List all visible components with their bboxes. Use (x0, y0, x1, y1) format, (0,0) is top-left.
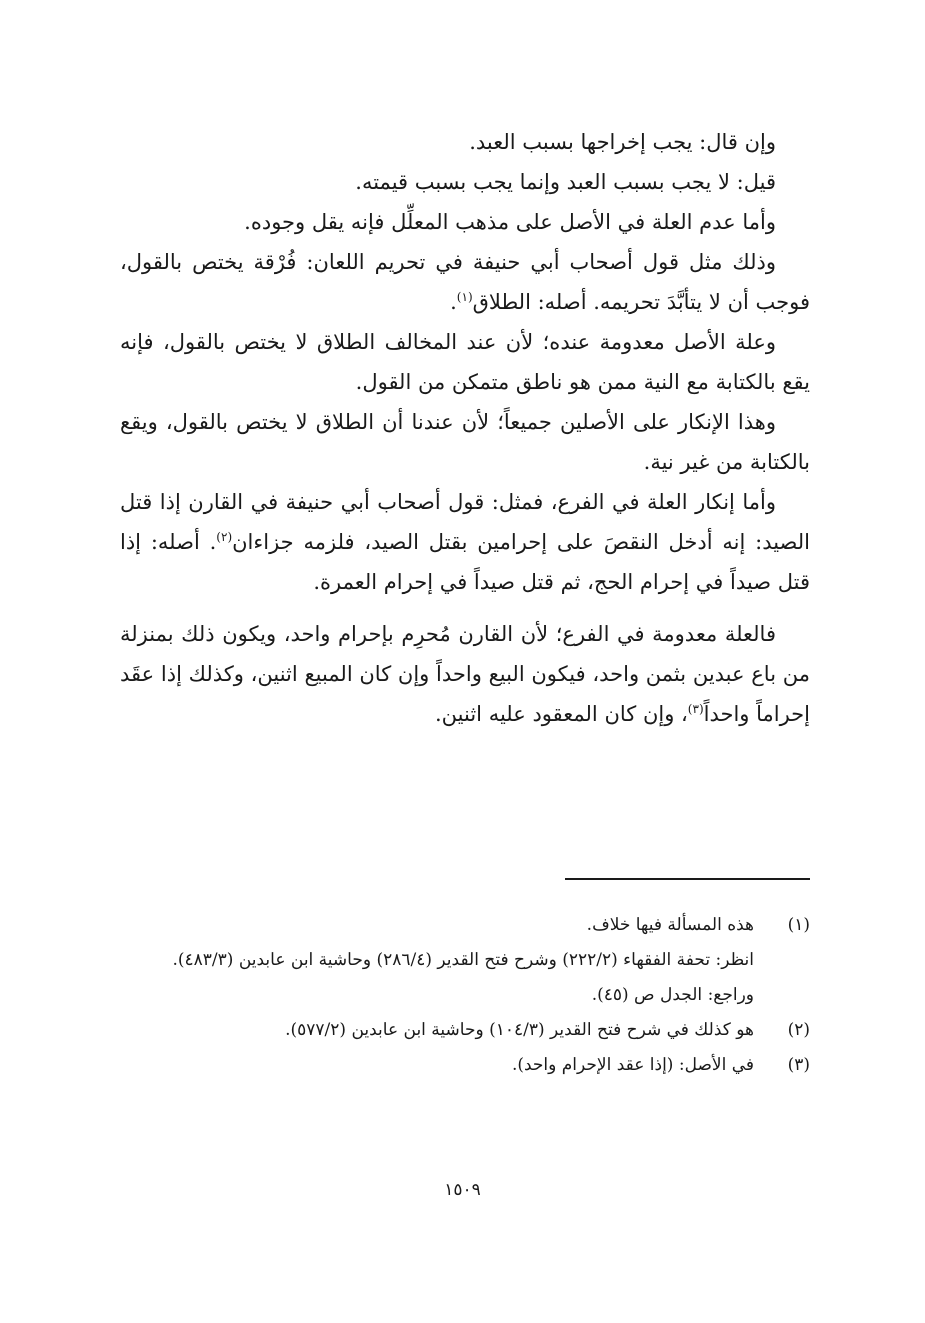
footnote-number: (١) (787, 915, 810, 935)
footnote-ref-3[interactable]: (٣) (687, 702, 704, 716)
footnote-number: (٣) (787, 1055, 810, 1075)
page-number: ١٥٠٩ (444, 1180, 481, 1200)
footnotes (120, 908, 810, 1083)
footnote-2 (120, 1013, 810, 1048)
footnote-number: (٢) (787, 1020, 810, 1040)
footnote-3 (120, 1048, 810, 1083)
paragraph-7: وأما إنكار العلة في الفرع، فمثل: قول أصحاب أبي حنيفة في القارن إذا قتل الصيد: إنه أدخل النقصَ على إحرامين بقتل الصيد، فلزمه جزاءان$^{(٢)}$. أصله: إذا قتل صيداً في إحرام الحج، ثم قتل صيداً في إحرام العمرة. (120, 490, 811, 594)
paragraph-6: وهذا الإنكار على الأصلين جميعاً؛ لأن عندنا أن الطلاق لا يختص بالقول، ويقع بالكتابة من غير نية. (120, 410, 810, 474)
footnote-1 (120, 908, 810, 1013)
paragraph-3: وأما عدم العلة في الأصل على مذهب المعلِّل فإنه يقل وجوده. (244, 210, 776, 234)
footnote-ref-1[interactable]: (١) (456, 290, 473, 304)
paragraph-8: فالعلة معدومة في الفرع؛ لأن القارن مُحرِم بإحرام واحد، ويكون ذلك بمنزلة من باع عبدين بثمن واحد، فيكون البيع واحداً وإن كان المبيع اثنين، وكذلك إذا عقَد إحراماً واحداً$^{(٣)}$، وإن كان المعقود عليه اثنين. (120, 622, 810, 726)
footnote-line: في الأصل: (إذا عقد الإحرام واحد). (511, 1055, 754, 1075)
paragraph-2: قيل: لا يجب بسبب العبد وإنما يجب بسبب قيمته. (355, 170, 776, 194)
paragraph-1: وإن قال: يجب إخراجها بسبب العبد. (469, 130, 776, 154)
footnote-line: هو كذلك في شرح فتح القدير (١٠٤/٣) وحاشية ابن عابدين (٥٧٧/٢). (285, 1020, 754, 1040)
footnote-divider (565, 878, 810, 880)
paragraph-5: وعلة الأصل معدومة عنده؛ لأن عند المخالف الطلاق لا يختص بالقول، فإنه يقع بالكتابة مع النية ممن هو ناطق متمكن من القول. (120, 330, 810, 394)
footnote-ref-2[interactable]: (٢) (216, 530, 233, 544)
main-text (120, 122, 810, 734)
footnote-line: وراجع: الجدل ص (٤٥). (591, 985, 754, 1005)
footnote-line: انظر: تحفة الفقهاء (٢٢٢/٢) وشرح فتح القدير (٢٨٦/٤) وحاشية ابن عابدين (٤٨٣/٣). (172, 950, 754, 970)
footnote-line: هذه المسألة فيها خلاف. (586, 915, 754, 935)
paragraph-4: وذلك مثل قول أصحاب أبي حنيفة في تحريم اللعان: فُرْقة يختص بالقول، فوجب أن لا يتأبَّدَ تحريمه. أصله: الطلاق$^{(١)}$. (120, 250, 810, 314)
